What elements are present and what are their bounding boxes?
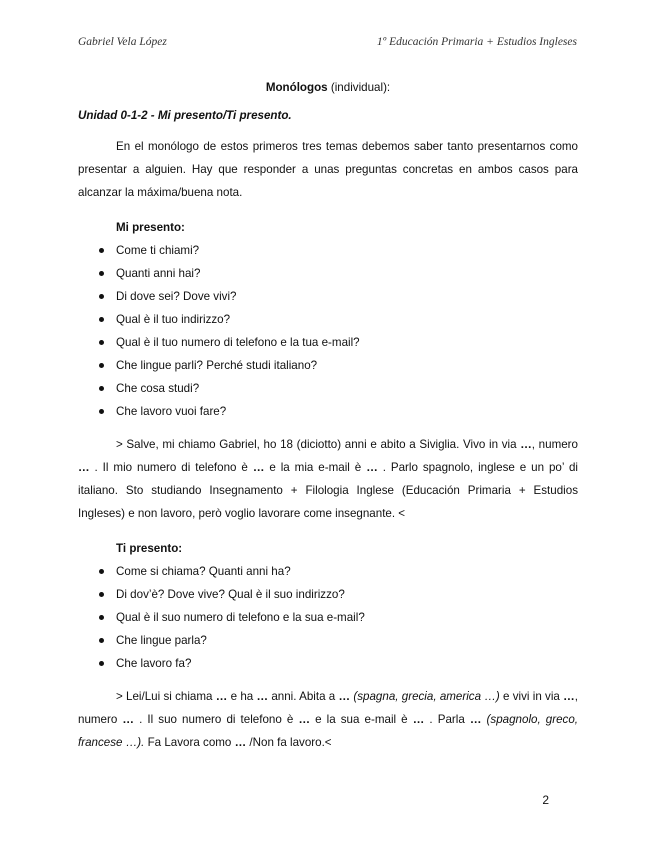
blank-dots: … xyxy=(469,713,482,726)
answer-text: Fa Lavora como xyxy=(144,736,235,749)
answer-text: . Il mio numero di telefono è xyxy=(89,461,253,474)
list-item: Come ti chiami? xyxy=(78,239,578,262)
document-body xyxy=(78,76,578,766)
answer-text: . Il suo numero di telefono è xyxy=(134,713,299,726)
list-item: Che lavoro vuoi fare? xyxy=(78,400,578,423)
list-item: Quanti anni hai? xyxy=(78,262,578,285)
blank-dots: … xyxy=(215,690,228,703)
list-item: Di dove sei? Dove vivi? xyxy=(78,285,578,308)
list-item: Che cosa studi? xyxy=(78,377,578,400)
blank-dots: … xyxy=(256,690,269,703)
answer-text: e la mia e-mail è xyxy=(264,461,367,474)
answer-text: , numero xyxy=(78,690,578,726)
blank-dots: … xyxy=(122,713,134,726)
page-number: 2 xyxy=(542,793,549,807)
blank-dots: … xyxy=(234,736,247,749)
list-item: Di dov’è? Dove vive? Qual è il suo indirizzo? xyxy=(78,583,578,606)
answer-text: e la sua e-mail è xyxy=(310,713,413,726)
blank-dots: … xyxy=(366,461,378,474)
answer-text: > Lei/Lui si chiama xyxy=(116,690,216,703)
blank-dots: … xyxy=(412,713,425,726)
answer-text: e vivi in via xyxy=(499,690,564,703)
unit-heading: Unidad 0-1-2 - Mi presento/Ti presento. xyxy=(78,109,292,122)
ti-presento-answer xyxy=(78,685,578,754)
list-item: Qual è il tuo numero di telefono e la tua e-mail? xyxy=(78,331,578,354)
list-item: Che lavoro fa? xyxy=(78,652,578,675)
document-title xyxy=(78,76,578,99)
answer-text: > Salve, mi chiamo Gabriel, ho 18 (diciotto) anni e abito a Siviglia. Vivo in via xyxy=(116,438,521,451)
answer-text: e ha xyxy=(227,690,257,703)
mi-presento-answer xyxy=(78,433,578,525)
ti-presento-heading: Ti presento: xyxy=(116,542,183,555)
list-item: Che lingue parla? xyxy=(78,629,578,652)
blank-dots: … xyxy=(338,690,351,703)
blank-dots: … xyxy=(78,461,90,474)
answer-text: /Non fa lavoro.< xyxy=(246,736,332,749)
answer-text: . Parla xyxy=(424,713,470,726)
answer-text: , numero xyxy=(531,438,578,451)
blank-dots: … xyxy=(252,461,265,474)
mi-presento-question-list xyxy=(78,239,578,423)
list-item: Come si chiama? Quanti anni ha? xyxy=(78,560,578,583)
header-author: Gabriel Vela López xyxy=(78,36,167,48)
header-course: 1º Educación Primaria + Estudios Ingleses xyxy=(376,36,577,48)
list-item: Che lingue parli? Perché studi italiano? xyxy=(78,354,578,377)
answer-italic-hint: (spagna, grecia, america …) xyxy=(350,690,500,703)
mi-presento-heading: Mi presento: xyxy=(116,221,185,234)
blank-dots: … xyxy=(520,438,532,451)
answer-text: . Parlo spagnolo, inglese e un po’ di italiano. Sto studiando Insegnamento + Filologia Inglese (Educación Primaria + Estudios Ingleses) e non lavoro, però voglio lavorare come insegnante. < xyxy=(78,461,578,520)
answer-text: anni. Abita a xyxy=(268,690,339,703)
ti-presento-question-list xyxy=(78,560,578,675)
title-suffix: (individual): xyxy=(330,81,391,94)
list-item: Qual è il tuo indirizzo? xyxy=(78,308,578,331)
title-main: Monólogos xyxy=(265,81,328,94)
blank-dots: … xyxy=(298,713,311,726)
blank-dots: … xyxy=(563,690,575,703)
list-item: Qual è il suo numero di telefono e la sua e-mail? xyxy=(78,606,578,629)
intro-paragraph: En el monólogo de estos primeros tres temas debemos saber tanto presentarnos como presentar a alguien. Hay que responder a unas preguntas concretas en ambos casos para alcanzar la máxima/buena nota. xyxy=(78,140,578,199)
answer-italic-hint: (spagnolo, greco, francese …). xyxy=(78,713,579,749)
